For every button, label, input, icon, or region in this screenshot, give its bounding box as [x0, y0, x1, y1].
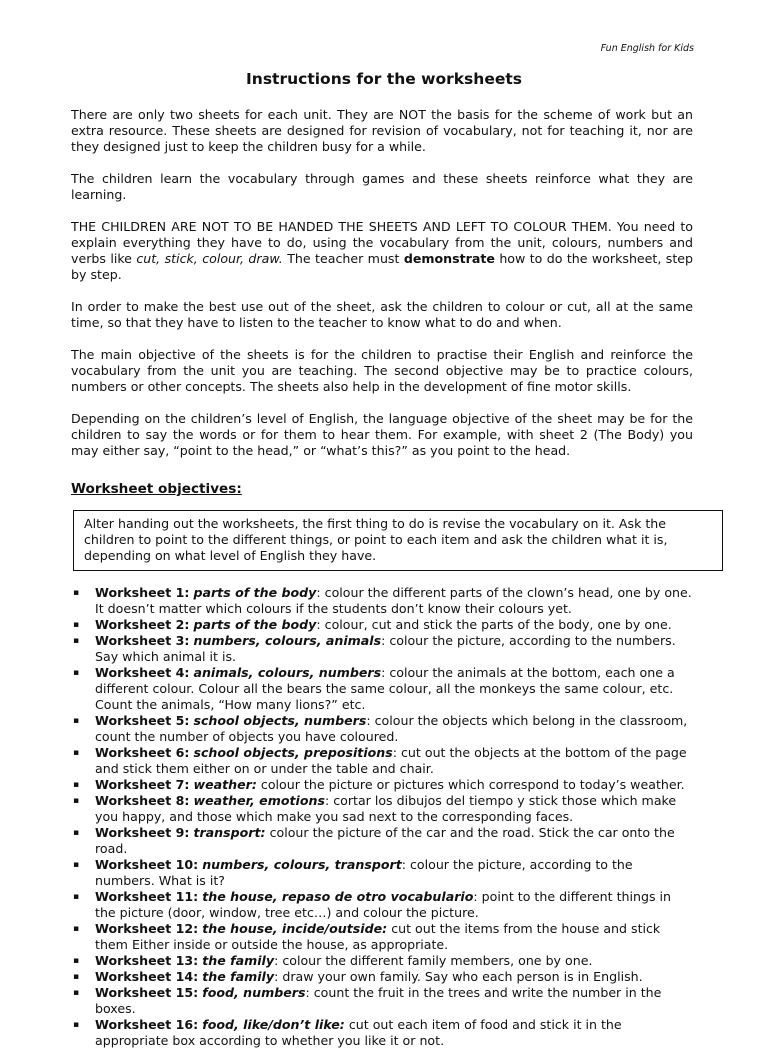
worksheet-label: Worksheet 13:	[95, 953, 199, 968]
worksheet-topic: transport:	[193, 825, 266, 840]
worksheet-label: Worksheet 2:	[95, 617, 190, 632]
worksheet-description: : colour, cut and stick the parts of the body, one by one.	[316, 617, 672, 632]
worksheet-topic: the family	[202, 953, 275, 968]
worksheet-label: Worksheet 10:	[95, 857, 199, 872]
worksheet-description: : colour the picture, according to the numbers. What is it?	[95, 857, 633, 888]
worksheet-label: Worksheet 7:	[95, 777, 190, 792]
worksheet-item	[71, 665, 693, 713]
worksheet-label: Worksheet 3:	[95, 633, 190, 648]
worksheet-description: colour the picture or pictures which correspond to today’s weather.	[256, 777, 685, 792]
bullet-icon: ▪	[73, 860, 80, 870]
worksheet-item	[71, 745, 693, 777]
worksheet-item	[71, 585, 693, 617]
bullet-icon: ▪	[73, 924, 80, 934]
worksheet-topic: the house, incide/outside:	[202, 921, 388, 936]
worksheet-item	[71, 953, 693, 969]
worksheet-description: cut out the items from the house and stick them Either inside or outside the house, as appropriate.	[95, 921, 661, 952]
instructions-demonstrate: demonstrate	[403, 251, 495, 266]
worksheet-topic: school objects, numbers	[193, 713, 367, 728]
bullet-icon: ▪	[73, 620, 80, 630]
worksheet-item	[71, 857, 693, 889]
bullet-icon: ▪	[73, 892, 80, 902]
worksheet-item	[71, 793, 693, 825]
header-tag: Fun English for Kids	[600, 43, 694, 54]
worksheet-topic: school objects, prepositions	[193, 745, 393, 760]
worksheet-list	[71, 585, 693, 1049]
worksheet-label: Worksheet 14:	[95, 969, 199, 984]
worksheet-topic: food, numbers	[202, 985, 306, 1000]
bullet-icon: ▪	[73, 716, 80, 726]
worksheet-label: Worksheet 8:	[95, 793, 190, 808]
paragraph-best-use: In order to make the best use out of the sheet, ask the children to colour or cut, all at the same time, so that they have to listen to the teacher to know what to do and when.	[71, 299, 693, 330]
paragraph-intro: There are only two sheets for each unit. They are NOT the basis for the scheme of work but an extra resource. These sheets are designed for revision of vocabulary, not for teaching it, nor are they designed just to keep the children busy for a while.	[71, 107, 693, 154]
instructions-text-b: The teacher must	[282, 251, 404, 266]
worksheet-item	[71, 825, 693, 857]
worksheet-item	[71, 889, 693, 921]
worksheet-item	[71, 921, 693, 953]
bullet-icon: ▪	[73, 988, 80, 998]
objectives-box: Alter handing out the worksheets, the first thing to do is revise the vocabulary on it. Ask the children to point to the different things, or point to each item and ask the children what it is, depending on what level of English they have.	[73, 510, 723, 571]
worksheet-item	[71, 617, 693, 633]
paragraph-instructions	[71, 219, 693, 283]
worksheet-label: Worksheet 15:	[95, 985, 199, 1000]
bullet-icon: ▪	[73, 636, 80, 646]
worksheet-description: : colour the animals at the bottom, each one a different colour. Colour all the bears the same colour, all the monkeys the same colour, etc. Count the animals, “How many lions?” etc.	[95, 665, 675, 712]
worksheet-topic: the family	[202, 969, 275, 984]
worksheet-topic: food, like/don’t like:	[202, 1017, 345, 1032]
worksheet-description: cut out each item of food and stick it in the appropriate box according to whether you like it or not.	[95, 1017, 622, 1048]
worksheet-item	[71, 633, 693, 665]
worksheet-label: Worksheet 4:	[95, 665, 190, 680]
bullet-icon: ▪	[73, 1020, 80, 1030]
worksheet-topic: the house, repaso de otro vocabulario	[202, 889, 474, 904]
worksheet-description: : colour the objects which belong in the classroom, count the number of objects you have coloured.	[95, 713, 688, 744]
worksheet-topic: animals, colours, numbers	[193, 665, 382, 680]
bullet-icon: ▪	[73, 748, 80, 758]
worksheet-description: : draw your own family. Say who each person is in English.	[274, 969, 643, 984]
document-body	[71, 107, 693, 1049]
bullet-icon: ▪	[73, 588, 80, 598]
worksheet-description: : count the fruit in the trees and write the number in the boxes.	[95, 985, 662, 1016]
worksheet-label: Worksheet 5:	[95, 713, 190, 728]
worksheet-item	[71, 713, 693, 745]
bullet-icon: ▪	[73, 668, 80, 678]
worksheet-label: Worksheet 1:	[95, 585, 190, 600]
worksheet-description: : point to the different things in the picture (door, window, tree etc…) and colour the picture.	[95, 889, 672, 920]
instructions-text-c: how to do the worksheet, step by step.	[71, 251, 694, 282]
worksheet-label: Worksheet 11:	[95, 889, 199, 904]
bullet-icon: ▪	[73, 828, 80, 838]
paragraph-language-level: Depending on the children’s level of English, the language objective of the sheet may be for the children to say the words or for them to hear them. For example, with sheet 2 (The Body) you may either say, “point to the head,” or “what’s this?” as you point to the head.	[71, 411, 693, 458]
worksheet-topic: weather:	[193, 777, 257, 792]
worksheet-topic: parts of the body	[193, 585, 317, 600]
worksheet-description: : cut out the objects at the bottom of the page and stick them either on or under the table and chair.	[95, 745, 687, 776]
page-title: Instructions for the worksheets	[246, 70, 522, 88]
worksheet-description: : colour the different family members, one by one.	[274, 953, 593, 968]
worksheet-label: Worksheet 16:	[95, 1017, 199, 1032]
bullet-icon: ▪	[73, 972, 80, 982]
bullet-icon: ▪	[73, 780, 80, 790]
worksheet-topic: numbers, colours, transport	[202, 857, 402, 872]
worksheet-description: colour the picture of the car and the road. Stick the car onto the road.	[95, 825, 675, 856]
worksheet-description: : colour the different parts of the clown’s head, one by one. It doesn’t matter which colours if the students don’t know their colours yet.	[95, 585, 692, 616]
paragraph-vocabulary: The children learn the vocabulary through games and these sheets reinforce what they are learning.	[71, 171, 693, 202]
worksheet-item	[71, 777, 693, 793]
worksheet-item	[71, 969, 693, 985]
objectives-heading: Worksheet objectives:	[71, 481, 242, 497]
worksheet-label: Worksheet 9:	[95, 825, 190, 840]
bullet-icon: ▪	[73, 796, 80, 806]
worksheet-label: Worksheet 6:	[95, 745, 190, 760]
paragraph-main-objective: The main objective of the sheets is for the children to practise their English and reinforce the vocabulary from the unit you are teaching. The second objective may be to practice colours, numbers or other concepts. The sheets also help in the development of fine motor skills.	[71, 347, 693, 394]
worksheet-item	[71, 1017, 693, 1049]
worksheet-description: : colour the picture, according to the numbers. Say which animal it is.	[95, 633, 676, 664]
bullet-icon: ▪	[73, 956, 80, 966]
instructions-verbs: cut, stick, colour, draw.	[136, 251, 283, 266]
worksheet-label: Worksheet 12:	[95, 921, 199, 936]
worksheet-description: : cortar los dibujos del tiempo y stick those which make you happy, and those which make you sad next to the corresponding faces.	[95, 793, 677, 824]
worksheet-topic: weather, emotions	[193, 793, 325, 808]
worksheet-topic: parts of the body	[193, 617, 317, 632]
worksheet-item	[71, 985, 693, 1017]
worksheet-topic: numbers, colours, animals	[193, 633, 382, 648]
instructions-text-a: THE CHILDREN ARE NOT TO BE HANDED THE SHEETS AND LEFT TO COLOUR THEM. You need to explain everything they have to do, using the vocabulary from the unit, colours, numbers and verbs like	[71, 219, 693, 266]
